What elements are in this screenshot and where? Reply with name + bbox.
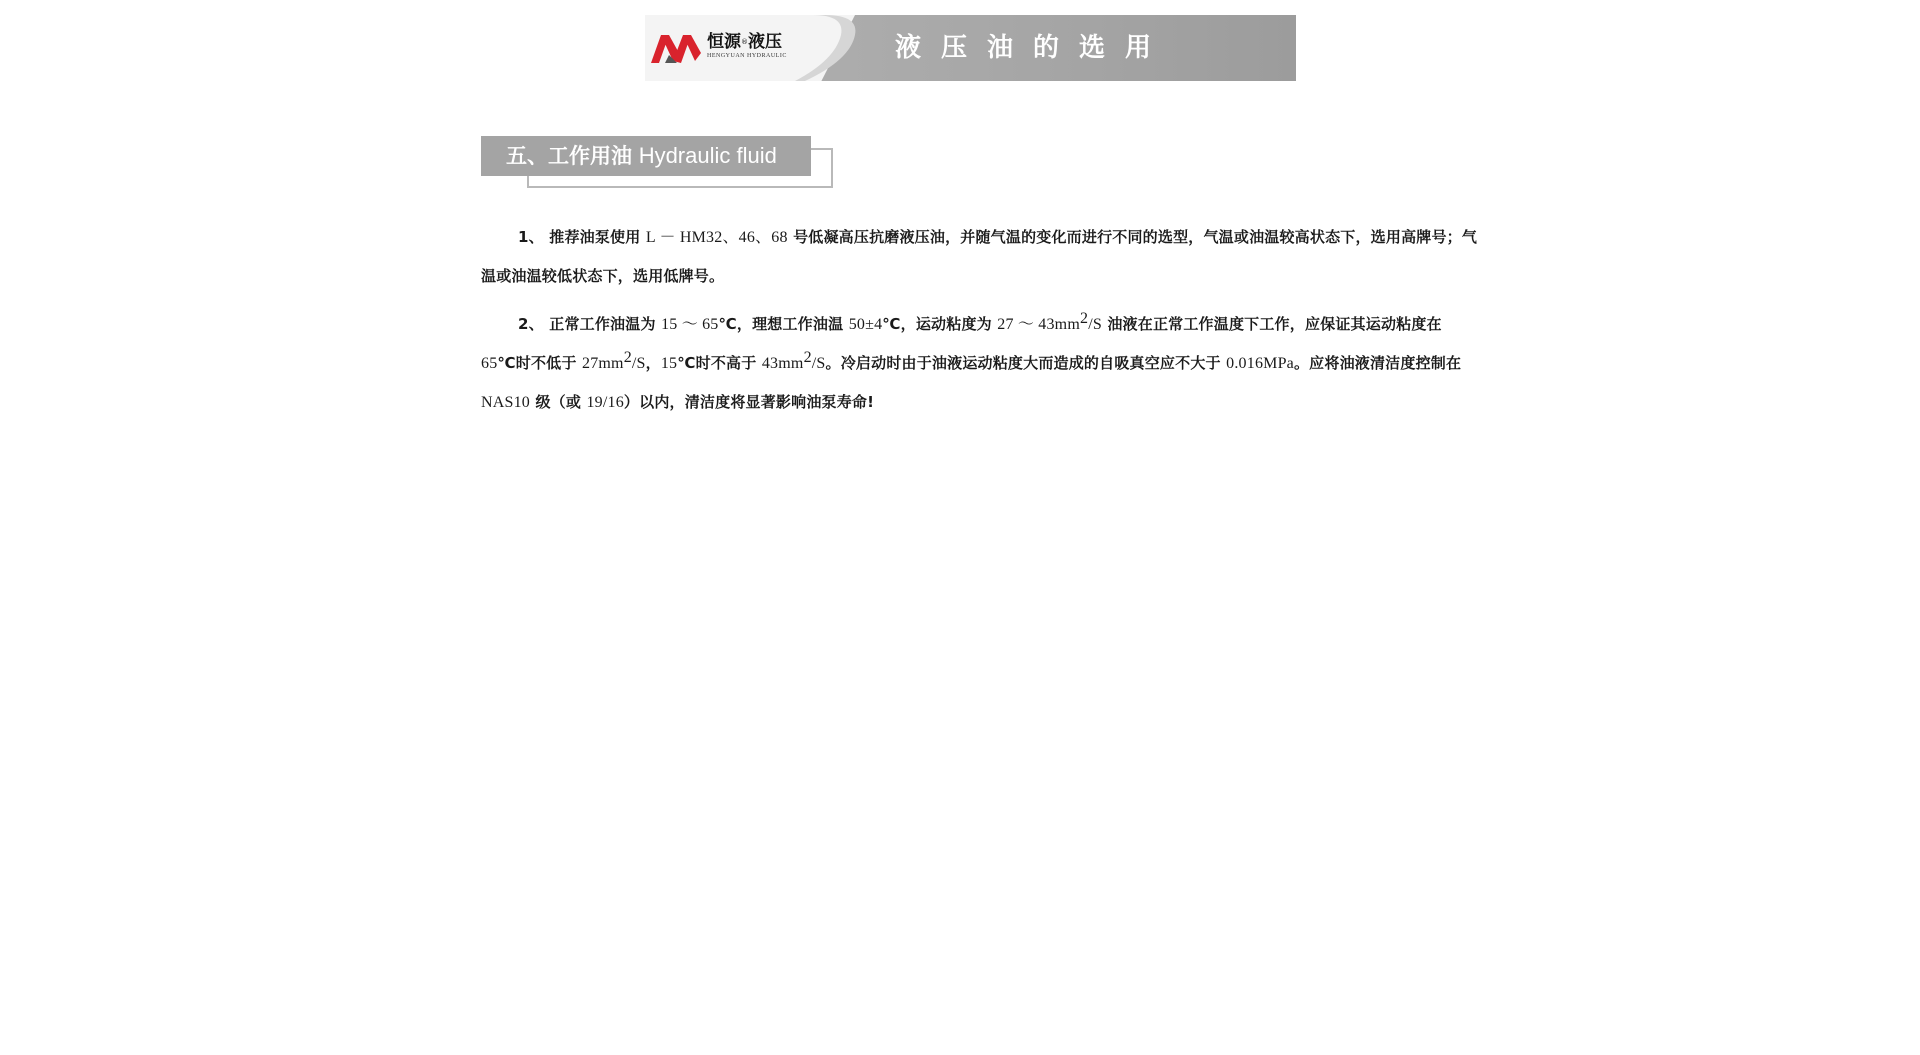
p2-temp-65: 65 [481, 355, 498, 372]
p2-vacuum-value: 0.016MPa [1226, 355, 1294, 372]
header-banner [645, 15, 1296, 81]
p2-superscript-2: 2 [623, 349, 632, 366]
p2-text-e: ℃，运动粘度为 [882, 315, 998, 333]
p2-unit-1: /S [1088, 316, 1102, 333]
p1-oil-grades: L － HM32、46、68 [645, 229, 788, 246]
p2-comma: ， [645, 354, 661, 372]
p2-text-i: 油液在正常工作温度下工作，应保证其运动粘度在 [1101, 315, 1442, 333]
p1-text-c: 号低凝高压抗磨液压油，并随气温的变化而进行不同的选型，气温或油温较高状态下，选用高牌号；气温或油温较低状态下，选用低牌号。 [481, 228, 1478, 285]
p2-ideal-temp: 50±4 [848, 316, 883, 333]
brand-english-name: HENGYUAN HYDRAULIC [707, 53, 787, 59]
p2-temp-range: 15 ～ 65 [661, 316, 719, 333]
p2-viscosity-range: 27 ～ 43mm [997, 316, 1080, 333]
p1-text-a: 1、 推荐油泵使用 [518, 228, 646, 246]
p2-viscosity-min: 27mm [582, 355, 624, 372]
page-title: 液压油的选用 [895, 33, 1172, 63]
brand-chinese-name [707, 32, 827, 52]
registered-mark: ® [741, 38, 748, 46]
company-logo-icon [649, 31, 707, 65]
p2-text-y: 级（或 [530, 393, 587, 411]
p2-unit-3: /S [811, 355, 826, 372]
p2-text-u: 。冷启动时由于油液运动粘度大而造成的自吸真空应不大于 [825, 354, 1227, 372]
p2-unit-2: /S [631, 355, 646, 372]
brand-name [707, 32, 827, 66]
p2-text-end: ）以内，清洁度将显著影响油泵寿命! [623, 393, 875, 411]
p2-cleanliness-class: NAS10 [481, 394, 531, 411]
p2-text-w: 。应将油液清洁度控制在 [1293, 354, 1462, 372]
section-title-english: Hydraulic fluid [638, 143, 777, 168]
p2-text-a: 2、 正常工作油温为 [518, 315, 662, 333]
section-title [506, 136, 777, 176]
paragraph-2 [481, 305, 1481, 422]
body-text [481, 218, 1481, 432]
p2-text-c: ℃，理想工作油温 [718, 315, 849, 333]
paragraph-1 [481, 218, 1481, 295]
section-title-chinese: 五、工作用油 [506, 144, 632, 168]
p2-iso-code: 19/16 [586, 394, 624, 411]
section-title-frame-top [811, 148, 833, 150]
p2-text-q: ℃时不高于 [677, 354, 762, 372]
p2-superscript-1: 2 [1079, 310, 1089, 327]
p2-superscript-3: 2 [803, 349, 812, 366]
p2-text-k: ℃时不低于 [497, 354, 582, 372]
p2-viscosity-max: 43mm [761, 355, 804, 372]
brand-cn-part2: 液压 [748, 32, 782, 52]
brand-cn-part1: 恒源 [707, 32, 741, 52]
p2-temp-15: 15 [660, 355, 678, 372]
